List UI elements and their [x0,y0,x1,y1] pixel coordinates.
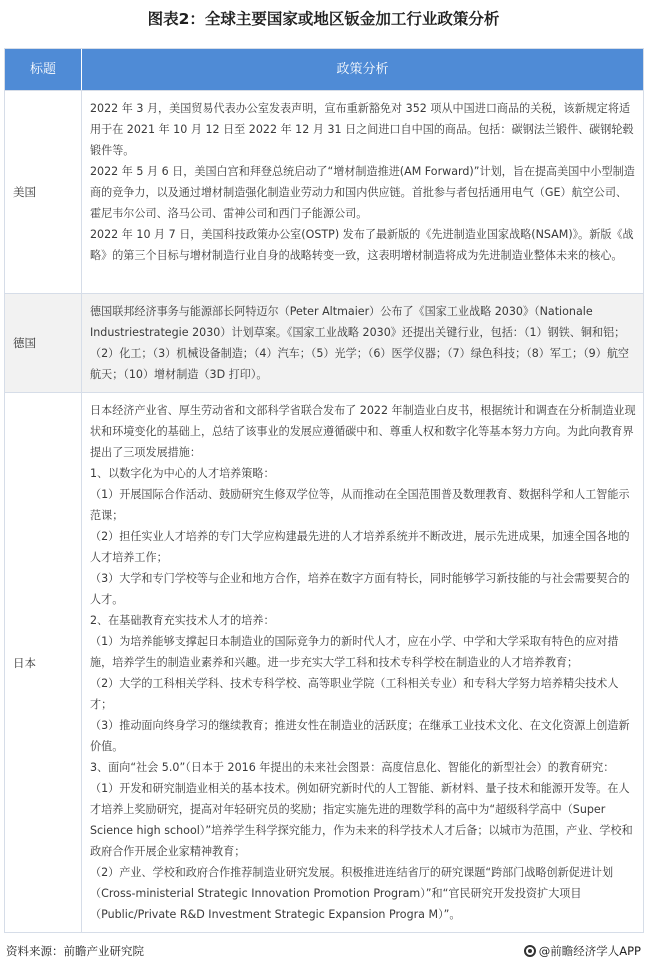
row-label: 美国 [5,91,82,293]
paragraph: 2022 年 3 月，美国贸易代表办公室发表声明，宣布重新豁免对 352 项从中国进口商品的关税，该新规定将适用于在 2021 年 10 月 12 日至 2022 年 12 月 31 日之间进口自中国的商品。包括：碳钢法兰锻件、碳钢轮毂锻件等。 [90,102,634,157]
paragraph: （1）为培养能够支撑起日本制造业的国际竞争力的新时代人才，应在小学、中学和大学采取有特色的应对措施，培养学生的制造业素养和兴趣。进一步充实大学工科和技术专科学校在制造业的人才培养教育； [90,635,619,669]
table-row-japan [5,392,643,932]
source-note: 资料来源：前瞻产业研究院 [6,944,144,958]
paragraph: 2、在基础教育充实技术人才的培养： [90,614,275,627]
paragraph: （2）产业、学校和政府合作推荐制造业研究发展。积极推进连结省厅的研究课题“跨部门战略创新促进计划（Cross-ministerial Strategic Innovation Promotion Program）”和“官民研究开发投资扩大项目（Public/Private R&D Investment Strategic Expansion Progra M）”。 [90,866,614,921]
row-content [82,294,643,385]
paragraph: 日本经济产业省、厚生劳动省和文部科学省联合发布了 2022 年制造业白皮书，根据统计和调查在分析制造业现状和环境变化的基础上，总结了该事业的发展应遵循碳中和、尊重人权和数字化等基本努力方向。为此向教育界提出了三项发展措施： [90,404,636,459]
table-row-usa [5,90,643,293]
paragraph: （1）开发和研究制造业相关的基本技术。例如研究新时代的人工智能、新材料、量子技术和能源开发等。在人才培养上奖励研究，提高对年轻研究员的奖励；指定实施先进的理数学科的高中为“超级科学高中（Super Science high school）”培养学生科学探究能力，作为未来的科学技术人才后备；以城市为范围，产业、学校和政府合作开展企业家精神教育； [90,782,633,858]
row-label: 日本 [5,393,82,932]
row-label: 德国 [5,294,82,392]
paragraph: （3）推动面向终身学习的继续教育；推进女性在制造业的活跃度；在继承工业技术文化、在文化资源上创造新价值。 [90,719,630,753]
row-content [82,91,643,266]
paragraph: （1）开展国际合作活动、鼓励研究生修双学位等，从而推动在全国范围普及数理教育、数据科学和人工智能示范课； [90,488,630,522]
paragraph: （2）担任实业人才培养的专门大学应构建最先进的人才培养系统并不断改进，展示先进成果，加速全国各地的人才培养工作； [90,530,630,564]
paragraph: 3、面向“社会 5.0”（日本于 2016 年提出的未来社会图景：高度信息化、智能化的新型社会）的教育研究： [90,761,615,774]
page-title: 图表2：全球主要国家或地区钣金加工行业政策分析 [147,10,500,28]
paragraph: 德国联邦经济事务与能源部长阿特迈尔（Peter Altmaier）公布了《国家工业战略 2030》（Nationale Industriestrategie 2030）计划草案。《国家工业战略 2030》还提出关键行业，包括：（1）钢铁、铜和铝；（2）化工；（3）机械设备制造；（4）汽车；（5）光学；（6）医学仪器；（7）绿色科技；（8）军工；（9）航空航天；（10）增材制造（3D 打印）。 [90,305,630,381]
paragraph: 2022 年 5 月 6 日，美国白宫和拜登总统启动了“增材制造推进(AM Forward)”计划，旨在提高美国中小型制造商的竞争力，以及通过增材制造强化制造业劳动力和国内供应链。首批参与者包括通用电气（GE）航空公司、霍尼韦尔公司、洛马公司、雷神公司和西门子能源公司。 [90,165,635,220]
brand-logo-icon [524,945,536,957]
header-col-policy: 政策分析 [336,62,389,77]
paragraph: 1、以数字化为中心的人才培养策略： [90,467,275,480]
table-header [5,49,643,90]
paragraph: （3）大学和专门学校等与企业和地方合作，培养在数字方面有特长，同时能够学习新技能的与社会需要契合的人才。 [90,572,630,606]
paragraph: 2022 年 10 月 7 日，美国科技政策办公室(OSTP) 发布了最新版的《先进制造业国家战略(NSAM)》。新版《战略》的第三个目标与增材制造行业自身的战略转变一致，这表明增材制造将成为先进制造业整体未来的核心。 [90,228,634,262]
footer [0,943,647,963]
brand-text: @前瞻经济学人APP [538,944,641,958]
table-row-germany [5,293,643,392]
brand-credit [524,943,641,959]
row-content [82,393,643,925]
policy-table [4,48,644,933]
header-col-title: 标题 [5,49,82,90]
paragraph: （2）大学的工科相关学科、技术专科学校、高等职业学院（工科相关专业）和专科大学努力培养精尖技术人才； [90,677,619,711]
